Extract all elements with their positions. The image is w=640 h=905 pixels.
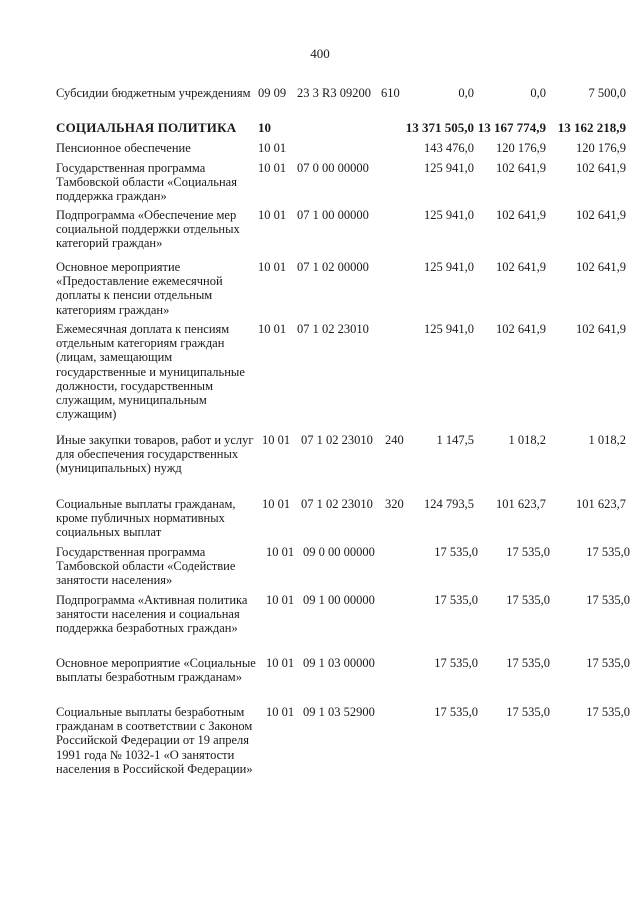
row-section-code: 10 01: [258, 260, 287, 274]
row-name: Государственная программа Тамбовской области «Социальная поддержка граждан»: [56, 161, 237, 204]
row-value-year-3: 1 018,2: [588, 433, 626, 447]
row-value-year-1: 143 476,0: [424, 141, 474, 155]
row-name: Основное мероприятие «Социальные выплаты безработным гражданам»: [56, 656, 256, 685]
row-value-year-2: 102 641,9: [496, 161, 546, 175]
row-value-year-3: 102 641,9: [576, 208, 626, 222]
row-section-code: 10 01: [266, 656, 295, 670]
row-target-article: 07 1 02 23010: [301, 497, 373, 511]
row-name: Иные закупки товаров, работ и услуг для обеспечения государственных (муниципальных) нужд: [56, 433, 254, 476]
row-value-year-1: 125 941,0: [424, 260, 474, 274]
row-value-year-1: 125 941,0: [424, 208, 474, 222]
row-value-year-1: 125 941,0: [424, 322, 474, 336]
row-section-code: 10 01: [258, 141, 287, 155]
row-section-code: 10: [258, 120, 271, 135]
row-value-year-2: 17 535,0: [506, 656, 550, 670]
row-value-year-2: 0,0: [530, 86, 546, 100]
row-value-year-3: 101 623,7: [576, 497, 626, 511]
row-expense-type: 240: [385, 433, 404, 447]
row-section-code: 10 01: [262, 433, 291, 447]
row-value-year-1: 0,0: [458, 86, 474, 100]
row-target-article: 23 3 R3 09200: [297, 86, 371, 100]
row-name: Основное мероприятие «Предоставление ежемесячной доплаты к пенсии отдельным категориям граждан»: [56, 260, 223, 317]
row-name: Ежемесячная доплата к пенсиям отдельным категориям граждан (лицам, замещающим государственные и муниципальные должности, государственным служащим, муниципальным служащим): [56, 322, 245, 422]
row-value-year-2: 102 641,9: [496, 260, 546, 274]
row-section-code: 10 01: [266, 705, 295, 719]
row-value-year-2: 17 535,0: [506, 545, 550, 559]
row-target-article: 07 0 00 00000: [297, 161, 369, 175]
row-value-year-2: 101 623,7: [496, 497, 546, 511]
row-value-year-1: 1 147,5: [436, 433, 474, 447]
row-value-year-3: 17 535,0: [586, 656, 630, 670]
row-value-year-3: 7 500,0: [588, 86, 626, 100]
row-value-year-2: 1 018,2: [508, 433, 546, 447]
row-name: Субсидии бюджетным учреждениям: [56, 86, 251, 100]
row-section-code: 10 01: [258, 322, 287, 336]
page-number: 400: [310, 46, 330, 61]
row-target-article: 09 0 00 00000: [303, 545, 375, 559]
row-name: СОЦИАЛЬНАЯ ПОЛИТИКА: [56, 120, 237, 135]
row-target-article: 09 1 03 00000: [303, 656, 375, 670]
row-value-year-3: 120 176,9: [576, 141, 626, 155]
row-value-year-1: 17 535,0: [434, 656, 478, 670]
row-value-year-2: 17 535,0: [506, 705, 550, 719]
row-target-article: 07 1 02 00000: [297, 260, 369, 274]
row-name: Социальные выплаты безработным гражданам в соответствии с Законом Российской Федерации от 19 апреля 1991 года № 1032-1 «О занятости населения в Российской Федерации»: [56, 705, 253, 776]
row-section-code: 09 09: [258, 86, 287, 100]
row-value-year-2: 17 535,0: [506, 593, 550, 607]
row-value-year-1: 17 535,0: [434, 705, 478, 719]
row-value-year-1: 17 535,0: [434, 593, 478, 607]
row-target-article: 07 1 00 00000: [297, 208, 369, 222]
row-value-year-1: 124 793,5: [424, 497, 474, 511]
row-section-code: 10 01: [262, 497, 291, 511]
row-target-article: 07 1 02 23010: [297, 322, 369, 336]
row-name: Подпрограмма «Активная политика занятости населения и социальная поддержка безработных граждан»: [56, 593, 248, 636]
row-value-year-2: 13 167 774,9: [477, 120, 546, 135]
row-expense-type: 320: [385, 497, 404, 511]
row-value-year-3: 102 641,9: [576, 322, 626, 336]
row-value-year-1: 125 941,0: [424, 161, 474, 175]
row-section-code: 10 01: [266, 593, 295, 607]
row-value-year-3: 102 641,9: [576, 260, 626, 274]
row-section-code: 10 01: [258, 208, 287, 222]
row-name: Государственная программа Тамбовской области «Содействие занятости населения»: [56, 545, 236, 588]
row-name: Пенсионное обеспечение: [56, 141, 191, 155]
row-value-year-2: 102 641,9: [496, 322, 546, 336]
row-value-year-2: 102 641,9: [496, 208, 546, 222]
row-value-year-3: 13 162 218,9: [557, 120, 626, 135]
row-target-article: 07 1 02 23010: [301, 433, 373, 447]
row-name: Социальные выплаты гражданам, кроме публичных нормативных социальных выплат: [56, 497, 236, 540]
row-expense-type: 610: [381, 86, 400, 100]
row-section-code: 10 01: [258, 161, 287, 175]
row-value-year-2: 120 176,9: [496, 141, 546, 155]
row-value-year-3: 17 535,0: [586, 705, 630, 719]
row-value-year-1: 17 535,0: [434, 545, 478, 559]
row-value-year-1: 13 371 505,0: [405, 120, 474, 135]
row-section-code: 10 01: [266, 545, 295, 559]
row-name: Подпрограмма «Обеспечение мер социальной поддержки отдельных категорий граждан»: [56, 208, 240, 251]
row-value-year-3: 17 535,0: [586, 593, 630, 607]
row-target-article: 09 1 03 52900: [303, 705, 375, 719]
row-value-year-3: 102 641,9: [576, 161, 626, 175]
row-target-article: 09 1 00 00000: [303, 593, 375, 607]
row-value-year-3: 17 535,0: [586, 545, 630, 559]
